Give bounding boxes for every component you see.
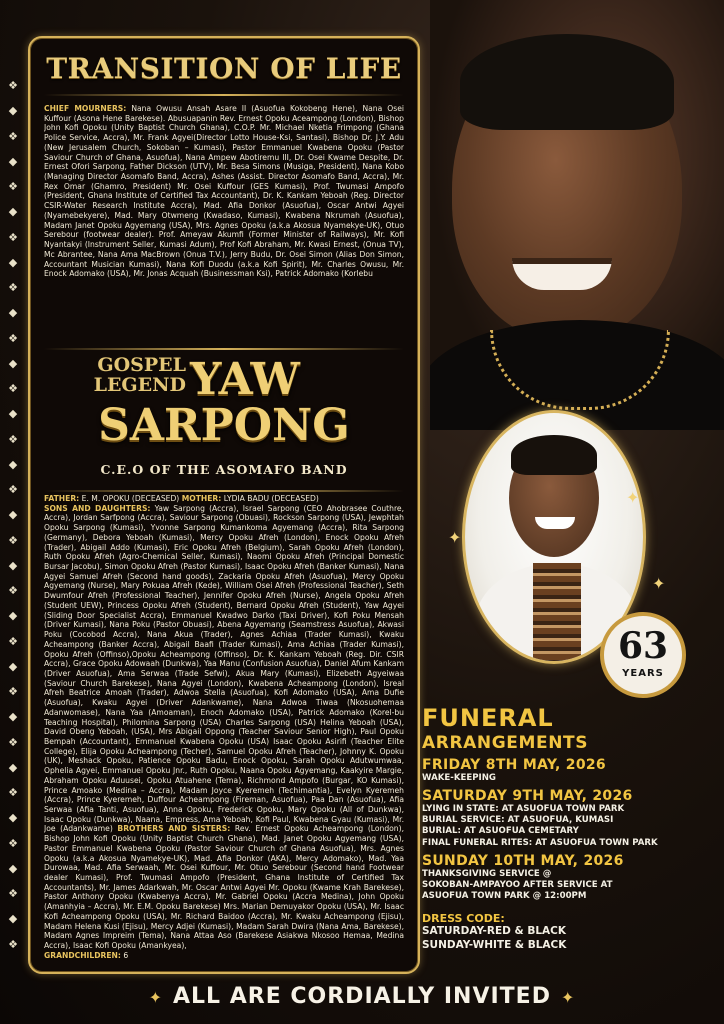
dress-code-item: SATURDAY-RED & BLACK xyxy=(422,925,567,938)
funeral-title: FUNERAL xyxy=(422,704,554,732)
chief-mourners-list: Nana Owusu Ansah Asare II (Asuofua Kokobeng Hene), Nana Osei Kuffour (Asona Hene Barekese). Abusuapanin Rev. Ernest Opoku Aceampong (London), Bishop John Kofi Opoku (Unity Baptist Church Ghana), C.O.P. Mr. Michael Nketia Frimpong (Ghana Police Service, Accra), Mr. Frank Agyei(Director Lotto House-Ksi, Santasi), Bishop Dr. J.Y. Adu (New Jerusalem Church, Sokoban – Kumasi), Pastor Emmanuel Kwabena Opoku (Pastor Saviour Church of Ghana, Asuofua), Nana Ampew Abotiremu III, Dr. Osei Kwame Despite, Dr. Ernest Ofori Sarpong, Father Dickson (UTV), Mr. Besa Simons (Musiga, President), Nana Kobo (Managing Director Asomafo Band, Accra), Ashes (Assist. Director Asomafo Band, Accra), Mr. Rex Omar (Ghamro, President) Mr. Osei Kuffour (GES Kumasi), Prof. Twumasi Ampofo (President, Ghana Institute of Certified Tax Accountant), Dr. K. Kankam Yeboah (Reg. Director CSIR-Water Research Institute Accra), Mad. Afia Donkor (Asuofua), Oscar Antwi Agyei (Nyamebekyere), Mad. Mary Otwmeng (Kwadaso, Kumasi), Kwabena Nkrumah (Asuofua), Madam Janet Opoku Agyemang (USA), Mrs. Agnes Opoku (a.k.a Akosua Nyamekye-UK), Otuo Serebour (footwear dealer). Prof. Ameyaw Akumfi (Former Minister of Railways), Mr. Kofi Nyantakyi (Instrument Seller, Kumasi Adum), Prof Kofi Abraham, Mr. Kwasi Ernest, (Onua TV), Mc Abrantee, Nana Ama MacBrown (Onua T.V.), Jerry Budu, Dr. Osei Simon (Alias Don Simon, Accountant Musician Kumasi), Nana Kofi Duodu (a.k.a Kofi Spirit), Mr. Charles Owusu, Mr. Enock Adomako (USA), Mr. Jonas Acquah (Businessman Ksi), Patrick Adomako (Korlebu xyxy=(44,104,404,279)
last-name: SARPONG xyxy=(98,400,350,451)
family-text xyxy=(44,494,404,972)
dress-code-label: DRESS CODE: xyxy=(422,912,505,926)
day-saturday-item: FINAL FUNERAL RITES: AT ASUOFUA TOWN PARK xyxy=(422,837,658,848)
legend-word: LEGEND xyxy=(93,373,186,396)
oval-hair xyxy=(511,435,597,475)
main-portrait-photo xyxy=(430,0,724,430)
oval-smile xyxy=(535,517,575,529)
panel-title: TRANSITION OF LIFE xyxy=(46,52,402,85)
star-icon: ✦ xyxy=(560,988,576,1007)
father-name: E. M. OPOKU (DECEASED) xyxy=(81,494,180,503)
sparkle-icon: ✦ xyxy=(626,488,640,507)
chief-mourners-label: CHIEF MOURNERS: xyxy=(44,104,127,113)
day-friday: FRIDAY 8TH MAY, 2026 xyxy=(422,756,606,773)
day-saturday-item: BURIAL SERVICE: AT ASUOFUA, KUMASI xyxy=(422,815,614,826)
father-label: FATHER: xyxy=(44,494,80,503)
sparkle-icon: ✦ xyxy=(652,574,666,593)
gospel-word: GOSPEL xyxy=(97,354,186,376)
ceo-title: C.E.O OF THE ASOMAFO BAND xyxy=(100,462,348,477)
chief-mourners-text xyxy=(44,104,404,346)
invite-text: ALL ARE CORDIALLY INVITED xyxy=(173,984,551,1009)
funeral-arrangements xyxy=(422,706,722,953)
day-saturday-item: LYING IN STATE: AT ASUOFUA TOWN PARK xyxy=(422,804,625,815)
age-years-label: YEARS xyxy=(622,668,664,679)
star-icon: ✦ xyxy=(148,988,164,1007)
day-saturday: SATURDAY 9TH MAY, 2026 xyxy=(422,787,633,804)
name-block xyxy=(30,350,418,490)
age-badge xyxy=(600,612,686,698)
day-sunday-item: THANKSGIVING SERVICE @ xyxy=(422,868,552,879)
siblings-label: BROTHERS AND SISTERS: xyxy=(117,824,231,834)
children-list: Yaw Sarpong (Accra), Israel Sarpong (CEO Ahobrasee Couthre, Accra), Jordan Sarfpong (Accra), Saviour Sarpong (Obuasi), Rockson Sarpong (USA), Jewphtah Opoku Sarpong (Kumasi), Yvonne Sarpong Kumankoma Agyemang (Accra), Rita Sarpong (Germany), Debora Yeboah (Kumasi), Mercy Opoku Afreh (London), Enock Opoku Afreh (Trader), Abigail Addo (Kumasi), Eric Opoku Afreh (Belgium), Sarah Opoku Afreh (London), Ruth Opoku Afreh (Agro-Chemical Seller, Kumasi), Naomi Opoku Afreh (Principal Domestic Bursar Jacobu), Simon Opoku Afreh (Pastor Kumasi), Isaac Opoku Afreh (Banker Kumasi), Nana Agyei Samuel Afreh (Second hand goods), Zackaria Opoku Afreh (Asuofua), Mercy Opoku Agyemang (Nurse), Mary Pokuaa Afreh (Kede), William Osei Afreh (Professional Teacher), Seth Dwumfour Afreh (Professional Teacher), Jennifer Opoku Afreh (Nurse), Angela Opoku Afreh (Student UEW), Princess Opoku Afreh (Student), Bernard Opoku Afreh (Student), Yaw Agyei (Sliding Door Specialist Accra), Emmanuel Kwadwo Darko (Taxi Driver), Kofi Poku Mensah (Driver Kumasi), Nana Poku (Pastor Obuasi), Abena Agyemang (Seamstress Asuofua), Akwasi Poku (Cocobod Accra), Nana Akua (Trader), Agnes Achiaa (Trader Kumasi), Kwaku Acheampong (Banker Accra), Abigail Baafi (Trader Kumasi), Ama Achiaa (Trader Kumasi), Opoku Afreh (Offinso),Opoku Acheampong (Offinso), Dr. K. Kankam Yeboah (Reg. Dir. CSIR Accra), Grace Opoku Adowaah (Dunkwa), Yaa Manu (Confusion Asuofua), Daniel Afum Kankam (Driver Asuofua), Ama Serwaa (Trade Sefwi), Akua Mary (Kumasi), Elizebeth Agyeiwaa (Saviour Church Barekese), Nana Agyei (London), Kwabena Acheampong (London), Isreal Afreh Beatrice Amoah (Trader), Adwoa Stella (Asuofua), Kofi Adomako (USA), Ama Dufie (Asuofua), Kwaku Agyei (Driver Adankwame), Nana Adwoa Tiwaa (Nkosuohemaa Adanwomase), Nana Yaa (Amoaman), Enoch Adomako (USA), Patrick Adomako (Korel-bu Teaching Hospital), Philomina Sarpong (USA) Charles Sarpong (USA) Helina Yeboah (USA), David Obeng Yeboah, (USA), Mrs Abigail Oppong (Teacher Saviour Senior High), Paul Opoku Bempah (Accountant), Emmanuel Kwabena Opoku (USA) Isaac Opoku Asirifi (Teacher Elite College), Elija Opoku Acheampong (Techer), Samuel Opoku Afreh (Teacher), Johnny K. Opoku (UK), Meshack Opoku, Patience Opoku Badu, Enock Opoku, Sarah Opoku Adutwumwaa, Ophelia Agyei, Emmanuel Opoku Jnr., Ruth Opoku, Naana Opoku Agyemang, Kaakyire Margie, Abraham Opoku Aduusei, Opoku Atuahene (Tema), Richmond Ampofo (Burgar, KO Kumasi), Prince Amoako (Medina – Accra), Madam Joyce Kyeremeh (Techimantia), Evelyn Kyeremeh (Accra), Prince Kyeremeh, Duffour Acheampong (Fireman, Asuofua), Paa Dan (Asuofua), Afia Serwaa (Afia Tanti, Asuofua), Anna Opoku, Frederick Opoku, Mary Opoku (All of Dunkwa), Isaac Opoku (Dunkwa), Naana, Empress, Ama Yeboah, Kofi Paul, Kwabena Gyau (Kumasi), Mr. Joe (Adankwame) xyxy=(44,503,404,834)
obituary-panel xyxy=(28,36,420,974)
siblings-list: Rev. Ernest Opoku Acheampong (London), Bishop John Kofi Opoku (Unity Baptist Church Ghana), Mad. Janet Opoku Agyemang (USA), Pastor Emmanuel Kwabena Opoku (Pastor Saviour Church of Ghana Asuofua), Mrs. Agnes Opoku (a.k.a Akosua Nyamekye-UK), Mad. Afia Donkor (AKA), Mercy Adomako), Mad. Yaa Durowaa, Mad. Afia Serwaah, Mr. Osei Kuffour, Mr. Otuo Serebour (Second hand Footwear dealer Kumasi), Prof. Twumasi Ampofo (President, Ghana Institute of Certified Tax Accountants), Mr. James Adarkwah, Mr. Oscar Antwi Agyei Mr. Opoku (Kwame Krah Barekese), Pastor Anthony Opoku (Kwabenya Accra), Mr. Gabriel Opoku (Accra Medina), John Opoku (Amanhyia – Accra), Mr. E.M. Opoku Barekese) Mrs. Marian Demuyakor Opoku (USA), Mr. Isaac Kofi Acheampong Opoku (USA), Mr. Richard Baidoo (Accra), Mr. Kwaku Acheampong (Ejisu), Madam Helena Kusi (Ejisu), Mercy Adjei (Kumasi), Madam Sarah Dwira (Nana Ama, Barekese), Madam Agnes Impreim (Tema), Nana Attaa Aso (Barekese Asiakwa Nkosoo Hemaa, Medina Accra), Isaac Kofi Opoku (Amankyea), xyxy=(44,824,404,951)
arrangements-subtitle: ARRANGEMENTS xyxy=(422,733,589,753)
day-sunday-item: ASUOFUA TOWN PARK @ 12:00PM xyxy=(422,891,587,902)
day-friday-item: WAKE-KEEPING xyxy=(422,772,496,783)
first-name: YAW xyxy=(190,354,300,405)
portrait-hair xyxy=(460,34,674,130)
name-divider-bottom xyxy=(44,490,404,492)
children-label: SONS AND DAUGHTERS: xyxy=(44,503,151,513)
mother-name: LYDIA BADU (DECEASED) xyxy=(223,494,319,503)
mother-label: MOTHER: xyxy=(181,494,222,503)
dress-code-item: SUNDAY-WHITE & BLACK xyxy=(422,938,567,951)
day-sunday: SUNDAY 10TH MAY, 2026 xyxy=(422,852,624,869)
left-decorative-border: ❖ ◆ ❖ ◆ ❖ ◆ ❖ ◆ ❖ ◆ ❖ ◆ ❖ ◆ ❖ ◆ ❖ ◆ ❖ ◆ ❖ ◆ ❖ ◆ ❖ ◆ ❖ ◆ ❖ ◆ ❖ ◆ ❖ ◆ ❖ xyxy=(8,79,18,951)
gospel-legend-title xyxy=(86,356,186,396)
oval-kente-stripe xyxy=(533,563,581,664)
age-number: 63 xyxy=(617,625,669,667)
title-divider xyxy=(44,94,404,96)
day-saturday-item: BURIAL: AT ASUOFUA CEMETARY xyxy=(422,826,579,837)
sparkle-icon: ✦ xyxy=(448,528,462,547)
invite-banner xyxy=(0,984,724,1009)
grandchildren-count: 6 xyxy=(123,950,129,960)
grandchildren-label: GRANDCHILDREN: xyxy=(44,950,121,960)
day-sunday-item: SOKOBAN-AMPAYOO AFTER SERVICE AT xyxy=(422,880,613,890)
